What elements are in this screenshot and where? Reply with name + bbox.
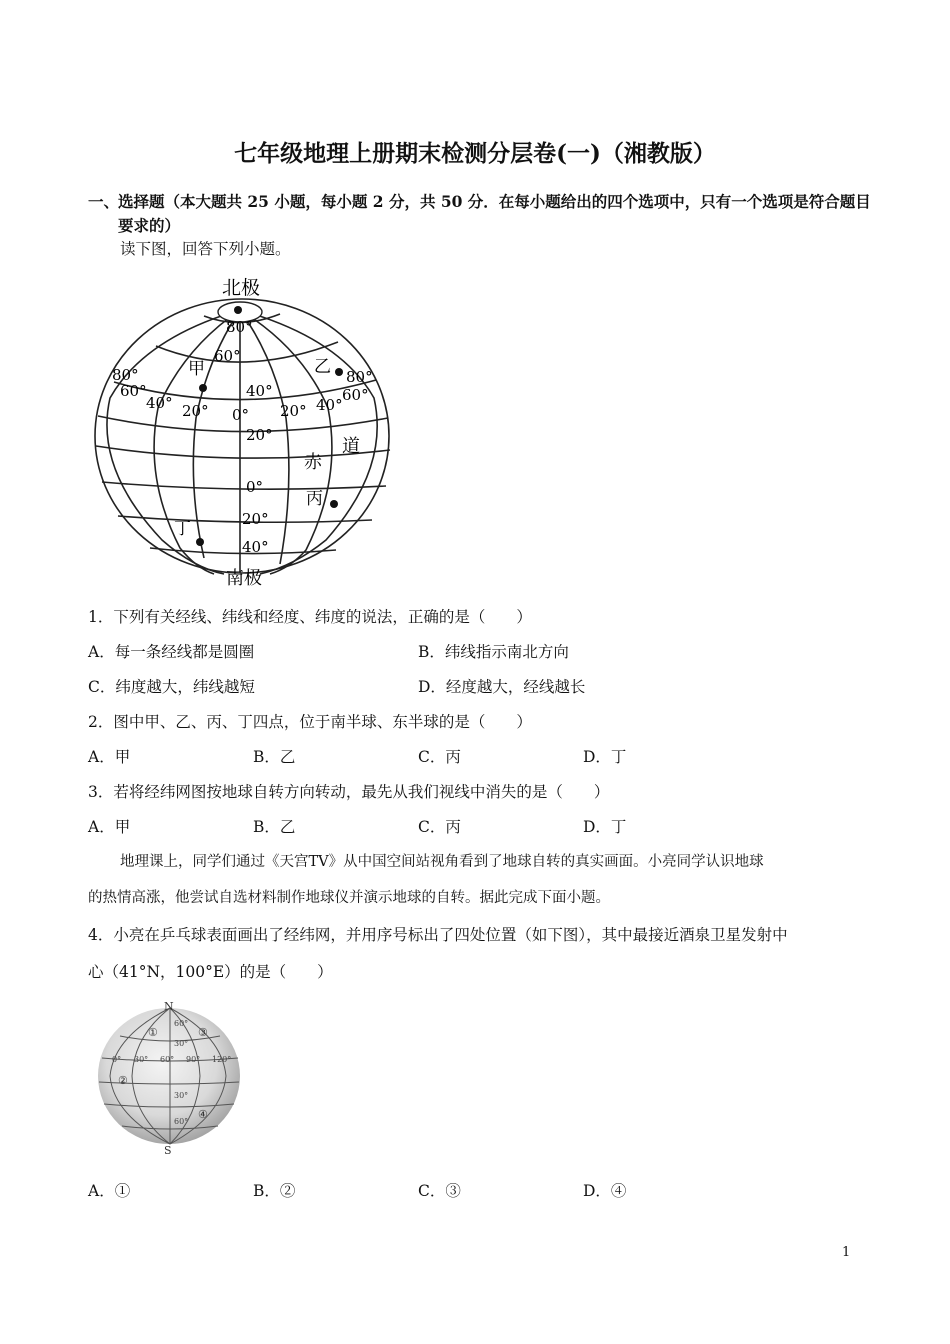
point-bing-dot (330, 500, 338, 508)
point-jia-label: 甲 (188, 359, 205, 379)
point-yi-label: 乙 (314, 357, 331, 377)
q1-option-d: D．经度越大，经线越长 (418, 678, 586, 696)
point-bing-label: 丙 (306, 489, 323, 509)
lon-label: 80° (112, 366, 139, 384)
point-ding-dot (196, 538, 204, 546)
page-number: 1 (842, 1245, 851, 1260)
figure2-lon-label: 120° (212, 1055, 232, 1064)
figure2-lat-label: 30° (174, 1039, 189, 1048)
q1-option-a: A．每一条经线都是圆圈 (88, 643, 255, 661)
lat-label: 40° (242, 538, 269, 556)
figure2-lon-label: 30° (134, 1055, 149, 1064)
equator-label-2: 道 (342, 436, 360, 457)
figure2-lat-label: 60° (174, 1117, 189, 1126)
figure2-lat-label: 30° (174, 1091, 189, 1100)
q3-option-b: B．乙 (253, 818, 296, 836)
north-pole-dot (234, 306, 242, 314)
q4-option-c: C．③ (418, 1182, 461, 1200)
section-number: 一、 (88, 192, 120, 211)
north-pole-label: 北极 (222, 277, 261, 299)
lon-label: 0° (232, 406, 250, 424)
figure2-lon-label: 90° (186, 1055, 201, 1064)
q2-option-c: C．丙 (418, 748, 461, 766)
lon-label: 20° (280, 402, 307, 420)
globe-figure-2 (94, 996, 244, 1156)
lon-label: 80° (346, 368, 373, 386)
figure2-marker-3: ③ (198, 1026, 208, 1039)
lat-label: 20° (246, 426, 273, 444)
figure2-lon-label: 60° (160, 1055, 175, 1064)
q1-option-c: C．纬度越大，纬线越短 (88, 678, 255, 696)
figure2-marker-2: ② (118, 1074, 128, 1087)
point-ding-label: 丁 (174, 519, 191, 539)
section-heading (88, 190, 878, 238)
question-1-stem: 1．下列有关经线、纬线和经度、纬度的说法，正确的是（ ） (88, 608, 532, 626)
q2-option-a: A．甲 (88, 748, 131, 766)
globe-figure-1 (84, 268, 400, 588)
question-4-stem-line-1: 4．小亮在乒乓球表面画出了经纬网，并用序号标出了四处位置（如下图），其中最接近酒泉卫星发射中 (88, 926, 788, 944)
section-text: 选择题（本大题共 25 小题，每小题 2 分，共 50 分．在每小题给出的四个选项中，只有一个选项是符合题目要求的） (118, 192, 871, 235)
lat-label: 80° (226, 318, 253, 336)
question-4-stem-line-2: 心（41°N，100°E）的是（ ） (88, 963, 333, 981)
lat-label: 40° (246, 382, 273, 400)
intro-text-2-line-1: 地理课上，同学们通过《天宫TV》从中国空间站视角看到了地球自转的真实画面。小亮同学认识地球 (120, 854, 764, 870)
figure2-south-label: S (164, 1144, 172, 1156)
page-title: 七年级地理上册期末检测分层卷(一)（湘教版） (234, 140, 716, 167)
equator-label-1: 赤 (304, 452, 322, 473)
question-2-stem: 2．图中甲、乙、丙、丁四点，位于南半球、东半球的是（ ） (88, 713, 532, 731)
point-yi-dot (335, 368, 343, 376)
lon-label: 20° (182, 402, 209, 420)
q2-option-b: B．乙 (253, 748, 296, 766)
q2-option-d: D．丁 (583, 748, 627, 766)
q1-option-b: B．纬线指示南北方向 (418, 643, 569, 661)
lon-label: 40° (146, 394, 173, 412)
figure2-north-label: N (164, 1000, 174, 1013)
q3-option-c: C．丙 (418, 818, 461, 836)
lat-label: 20° (242, 510, 269, 528)
figure2-marker-1: ① (148, 1026, 158, 1039)
q4-option-d: D．④ (583, 1182, 627, 1200)
lat-label: 60° (214, 347, 241, 365)
intro-text-2-line-2: 的热情高涨，他尝试自选材料制作地球仪并演示地球的自转。据此完成下面小题。 (88, 890, 610, 906)
point-jia-dot (199, 384, 207, 392)
question-3-stem: 3．若将经纬网图按地球自转方向转动，最先从我们视线中消失的是（ ） (88, 783, 610, 801)
intro-text-1: 读下图，回答下列小题。 (120, 240, 291, 258)
figure2-lat-label: 60° (174, 1019, 189, 1028)
q4-option-a: A．① (88, 1182, 131, 1200)
lon-label: 60° (342, 386, 369, 404)
figure2-lon-label: 0° (112, 1055, 122, 1064)
south-pole-label: 南极 (226, 568, 262, 588)
lon-label: 60° (120, 382, 147, 400)
lat-label: 0° (246, 478, 264, 496)
figure2-marker-4: ④ (198, 1108, 208, 1121)
q3-option-d: D．丁 (583, 818, 627, 836)
q3-option-a: A．甲 (88, 818, 131, 836)
lon-label: 40° (316, 396, 343, 414)
q4-option-b: B．② (253, 1182, 296, 1200)
